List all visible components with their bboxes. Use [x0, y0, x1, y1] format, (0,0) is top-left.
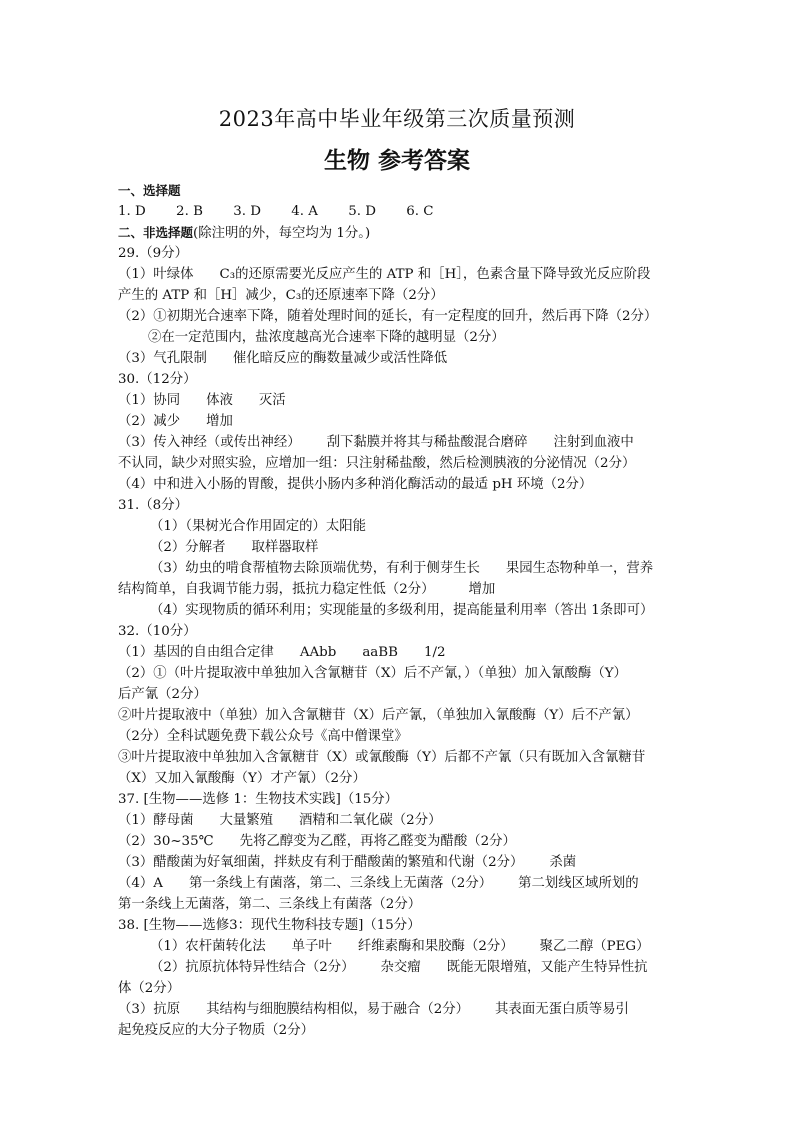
answer-line: （X）又加入氰酸酶（Y）才产氰）（2分） [118, 771, 366, 786]
answer-line: （2）分解者 取样器取样 [150, 540, 319, 555]
answer-line: （2）①初期光合速率下降，随着处理时间的延长，有一定程度的回升，然后再下降（2分） [118, 309, 658, 324]
page-subtitle: 生物 参考答案 [323, 148, 470, 174]
answer-line: 体（2分） [118, 981, 181, 996]
answer-line: （2）抗原抗体特异性结合（2分） 杂交瘤 既能无限增殖，又能产生特异性抗 [150, 960, 648, 975]
question-31-head: 31.（8分） [118, 498, 188, 513]
choice-answer: 5. D [348, 204, 376, 219]
answer-line: （3）抗原 其结构与细胞膜结构相似，易于融合（2分） 其表面无蛋白质等易引 [118, 1002, 629, 1017]
answer-line: ③叶片提取液中单独加入含氰糖苷（X）或氰酸酶（Y）后都不产氰（只有既加入含氰糖苷 [118, 750, 646, 765]
question-32-head: 32.（10分） [118, 624, 197, 639]
answer-line: （2）①（叶片提取液中单独加入含氰糖苷（X）后不产氰，）（单独）加入氰酸酶（Y） [118, 666, 627, 681]
choice-answer: 4. A [291, 204, 318, 219]
choice-answer: 6. C [406, 204, 434, 219]
answer-line: 结构简单，自我调节能力弱，抵抗力稳定性低（2分） 增加 [118, 582, 496, 597]
answer-line: 第一条线上无菌落，第二、三条线上有菌落（2分） [118, 897, 422, 912]
answer-line: 起免疫反应的大分子物质（2分） [118, 1023, 314, 1038]
answer-line: 不认同，缺少对照实验，应增加一组：只注射稀盐酸，然后检测胰液的分泌情况（2分） [118, 456, 636, 471]
answer-line: 产生的 ATP 和［H］减少，C₃的还原速率下降（2分） [118, 288, 444, 303]
section-heading-2: 二、非选择题(除注明的外，每空均为 1分。) [118, 225, 371, 241]
answer-line: ②在一定范围内，盐浓度越高光合速率下降的越明显（2分） [148, 330, 505, 345]
answer-line: （1）农杆菌转化法 单子叶 纤维素酶和果胶酶（2分） 聚乙二醇（PEG） [150, 939, 650, 954]
choice-answer: 3. D [233, 204, 261, 219]
choice-answer: 2. B [176, 204, 203, 219]
choice-answer: 1. D [118, 204, 146, 219]
answer-line: （2分）全科试题免费下载公众号《高中僧课堂》 [118, 729, 408, 744]
question-29-head: 29.（9分） [118, 246, 188, 261]
answer-line: （1）酵母菌 大量繁殖 酒精和二氧化碳（2分） [118, 813, 442, 828]
section-heading: 一、选择题 [118, 183, 181, 198]
answer-line: （3）气孔限制 催化暗反应的酶数量减少或活性降低 [118, 351, 448, 366]
answer-line: （3）醋酸菌为好氧细菌，拌麸皮有利于醋酸菌的繁殖和代谢（2分） 杀菌 [118, 855, 577, 870]
question-37-head: 37. [生物——选修 1：生物技术实践]（15分） [118, 792, 399, 807]
answer-line: （4）实现物质的循环利用；实现能量的多级利用，提高能量利用率（答出 1条即可） [150, 603, 654, 618]
answer-line: （3）传入神经（或传出神经） 刮下黏膜并将其与稀盐酸混合磨碎 注射到血液中 [118, 435, 634, 450]
answer-line: 后产氰（2分） [118, 687, 207, 702]
answer-line: （2）30~35℃ 先将乙醇变为乙醛，再将乙醛变为醋酸（2分） [118, 834, 516, 849]
question-38-head: 38. [生物——选修3：现代生物科技专题]（15分） [118, 918, 421, 933]
answer-line: （1）叶绿体 C₃的还原需要光反应产生的 ATP 和［H］，色素含量下降导致光反应阶段 [118, 267, 651, 282]
question-30-head: 30.（12分） [118, 372, 197, 387]
answer-line: （1）基因的自由组合定律 AAbb aaBB 1/2 [118, 645, 446, 660]
answer-line: （2）减少 增加 [118, 414, 233, 429]
choice-answers [118, 201, 693, 222]
answer-body [118, 180, 693, 1041]
page-title: 2023年高中毕业年级第三次质量预测 [218, 107, 576, 131]
answer-line: （3）幼虫的啃食帮植物去除顶端优势，有利于侧芽生长 果园生态物种单一，营养 [150, 561, 654, 576]
answer-line: （1）（果树光合作用固定的）太阳能 [150, 519, 367, 534]
answer-line: （4）中和进入小肠的胃酸，提供小肠内多种消化酶活动的最适 pH 环境（2分） [118, 477, 593, 492]
answer-line: （1）协同 体液 灭活 [118, 393, 286, 408]
answer-line: ②叶片提取液中（单独）加入含氰糖苷（X）后产氰，（单独加入氰酸酶（Y）后不产氰） [118, 708, 639, 723]
answer-line: （4）A 第一条线上有菌落，第二、三条线上无菌落（2分） 第二划线区域所划的 [118, 876, 639, 891]
